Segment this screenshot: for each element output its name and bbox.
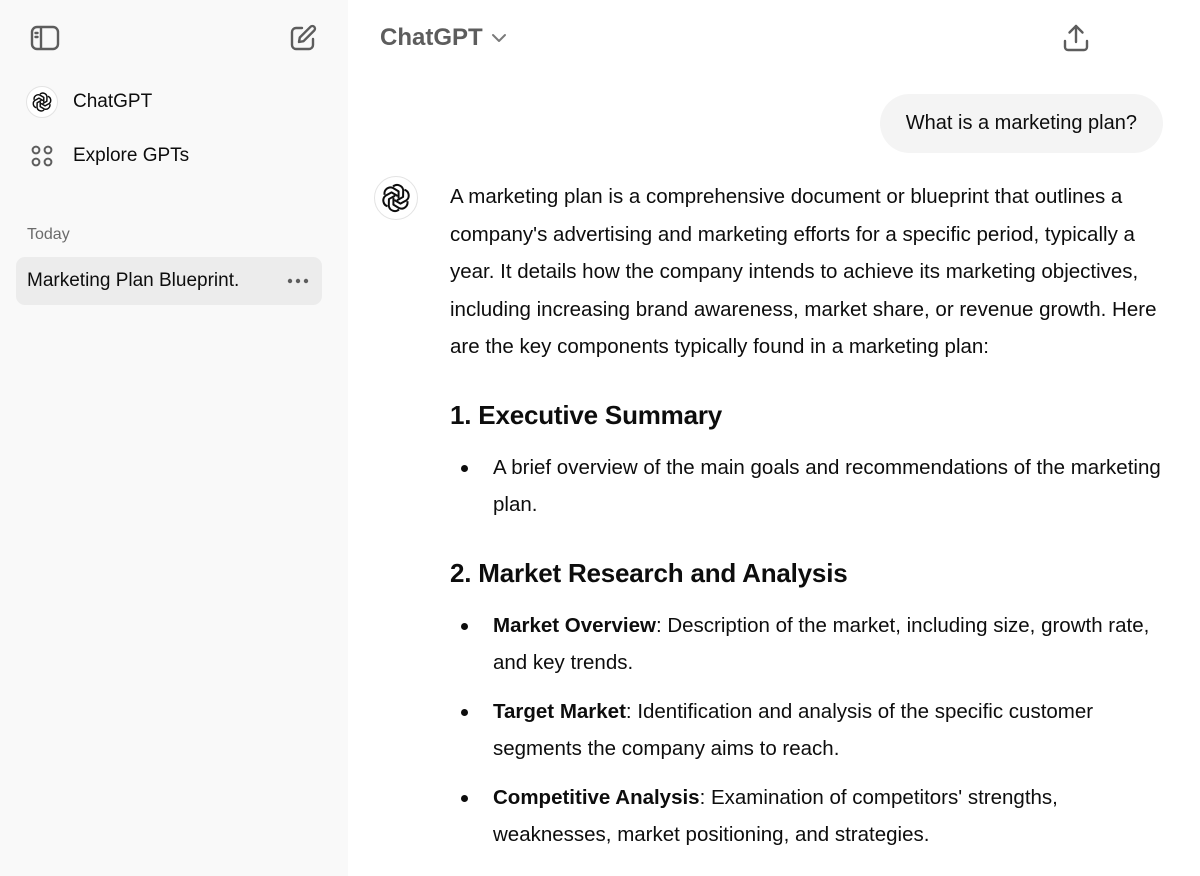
model-selector[interactable] [380, 22, 507, 54]
sidebar-item-explore-gpts[interactable] [16, 133, 322, 179]
ellipsis-icon [287, 278, 309, 284]
list-item-text: A brief overview of the main goals and recommendations of the marketing plan. [493, 455, 1161, 516]
section-heading: 2. Market Research and Analysis [450, 557, 848, 588]
chat-header [348, 0, 1200, 76]
list-item-term: Competitive Analysis [493, 785, 700, 809]
list-item-term: Target Market [493, 699, 626, 723]
chevron-down-icon [491, 33, 507, 43]
list-item [450, 449, 1170, 524]
list-item-text: : Identification and analysis of the specific customer segments the company aims to reach. [493, 699, 1094, 760]
assistant-message [450, 178, 1170, 865]
bullet-list [450, 449, 1170, 524]
history-item-label: Marketing Plan Blueprint. [27, 270, 240, 291]
sidebar [0, 0, 348, 876]
section-heading: 1. Executive Summary [450, 399, 723, 430]
chat-main [348, 0, 1200, 876]
list-item [450, 779, 1170, 854]
share-button[interactable] [1056, 18, 1096, 58]
history-item[interactable] [16, 257, 322, 305]
history-section-label: Today [27, 226, 70, 243]
sidebar-item-label: Explore GPTs [73, 145, 190, 166]
assistant-intro: A marketing plan is a comprehensive document or blueprint that outlines a company's advertising and marketing efforts for a specific period, typically a year. It details how the company intends to achieve its marketing objectives, including increasing brand awareness, market share, or revenue growth. Here are the key components typically found in a marketing plan: [450, 185, 1157, 358]
sidebar-header [0, 0, 348, 76]
list-item-text: : Examination of competitors' strengths, weaknesses, market positioning, and strategies. [493, 785, 1058, 846]
sidebar-item-chatgpt[interactable] [16, 79, 322, 125]
sidebar-item-label: ChatGPT [73, 91, 153, 112]
bullet-list [450, 607, 1170, 854]
list-item-term: Market Overview [493, 613, 656, 637]
grid-dots-icon [30, 144, 54, 168]
more-options-button[interactable] [282, 265, 314, 297]
openai-logo-icon [26, 86, 58, 118]
share-upload-icon [1062, 23, 1090, 53]
model-name: ChatGPT [380, 24, 483, 51]
openai-logo-icon [374, 176, 418, 220]
compose-icon [289, 24, 317, 52]
list-item [450, 693, 1170, 768]
list-item [450, 607, 1170, 682]
sidebar-toggle-icon [30, 25, 60, 51]
user-message: What is a marketing plan? [880, 94, 1163, 153]
list-item-text: : Description of the market, including size, growth rate, and key trends. [493, 613, 1150, 674]
new-chat-button[interactable] [283, 18, 323, 58]
toggle-sidebar-button[interactable] [25, 18, 65, 58]
